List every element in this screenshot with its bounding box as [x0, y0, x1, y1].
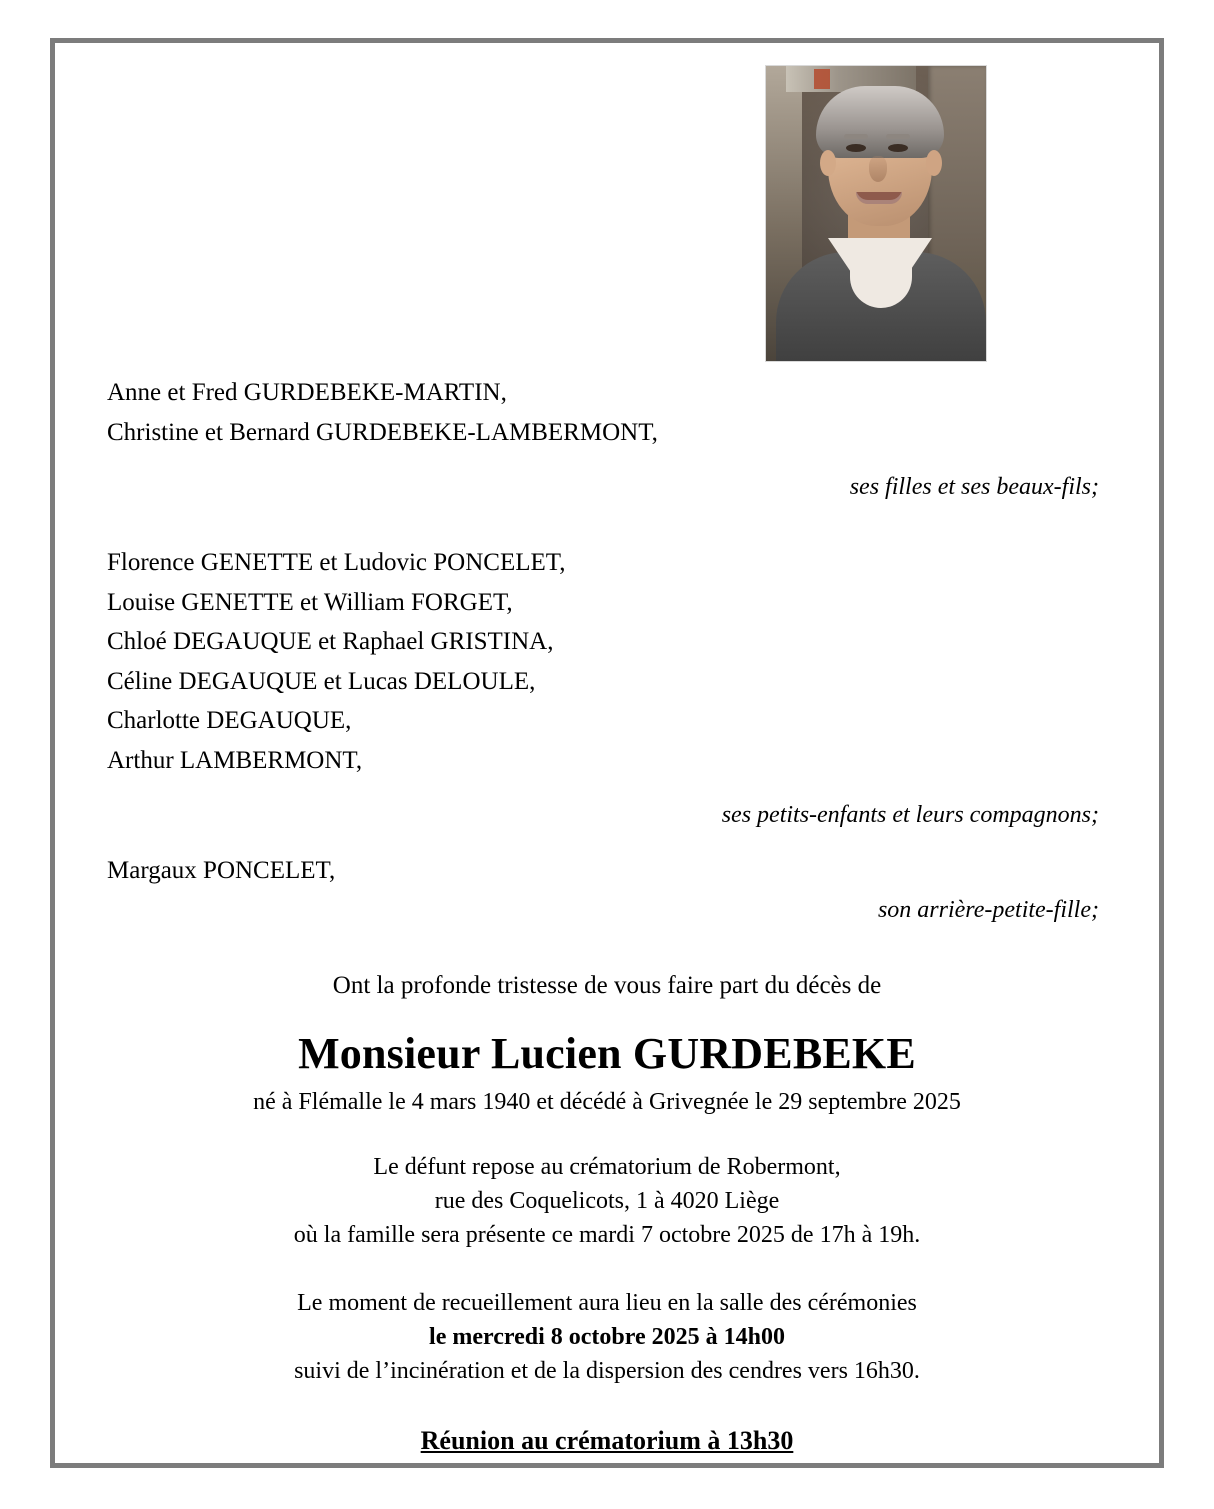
family-relation-1: ses filles et ses beaux-fils;: [849, 474, 1099, 500]
spacer: [107, 501, 1107, 543]
family-group-2: [107, 543, 1107, 780]
family-name: Margaux PONCELET,: [107, 857, 336, 884]
deceased-name: Monsieur Lucien GURDEBEKE: [298, 1028, 916, 1078]
spacer: [107, 829, 1107, 851]
family-name: Christine et Bernard GURDEBEKE-LAMBERMONT,: [107, 418, 658, 446]
birth-death-text: né à Flémalle le 4 mars 1940 et décédé à Grivegnée le 29 septembre 2025: [253, 1088, 961, 1115]
portrait-eye-left: [846, 144, 866, 152]
portrait-brow-left: [844, 134, 868, 139]
portrait-ear-right: [926, 150, 942, 176]
portrait-hair: [816, 86, 944, 158]
repose-line-2: rue des Coquelicots, 1 à 4020 Liège: [434, 1187, 780, 1214]
notice-content: [55, 43, 1159, 1463]
family-name: Chloé DEGAUQUE et Raphael GRISTINA,: [107, 628, 554, 655]
family-name: Arthur LAMBERMONT,: [107, 746, 363, 774]
family-relation-2: ses petits-enfants et leurs compagnons;: [721, 802, 1099, 828]
repose-line-1: Le défunt repose au crématorium de Robermont,: [373, 1153, 841, 1180]
family-name: Céline DEGAUQUE et Lucas DELOULE,: [107, 667, 536, 695]
portrait-eye-right: [888, 144, 908, 152]
portrait-mouth: [856, 192, 902, 204]
reunion-text: Réunion au crématorium à 13h30: [420, 1425, 794, 1455]
family-group-3: [107, 851, 1107, 891]
ceremony-datetime: le mercredi 8 octobre 2025 à 14h00: [429, 1323, 785, 1350]
family-name: Anne et Fred GURDEBEKE-MARTIN,: [107, 379, 507, 406]
spacer: [107, 452, 1107, 474]
portrait-photo: [765, 65, 987, 362]
announcement-text: Ont la profonde tristesse de vous faire part du décès de: [332, 971, 882, 999]
family-name: Charlotte DEGAUQUE,: [107, 707, 352, 734]
repose-line-3: où la famille sera présente ce mardi 7 octobre 2025 de 17h à 19h.: [293, 1221, 921, 1248]
spacer: [107, 780, 1107, 802]
ceremony-line-1: Le moment de recueillement aura lieu en la salle des cérémonies: [297, 1289, 917, 1316]
family-name: Florence GENETTE et Ludovic PONCELET,: [107, 549, 566, 576]
notice-frame: [50, 38, 1164, 1468]
ceremony-block: [107, 1286, 1107, 1388]
family-name: Louise GENETTE et William FORGET,: [107, 588, 513, 616]
ceremony-line-3: suivi de l’incinération et de la dispersion des cendres vers 16h30.: [294, 1357, 920, 1384]
family-group-1: [107, 373, 1107, 452]
portrait-nose: [869, 156, 887, 182]
repose-block: [107, 1150, 1107, 1252]
portrait-brow-right: [886, 134, 910, 139]
family-relation-3: son arrière-petite-fille;: [877, 896, 1099, 923]
portrait-image: [766, 66, 986, 361]
portrait-ear-left: [820, 150, 836, 176]
